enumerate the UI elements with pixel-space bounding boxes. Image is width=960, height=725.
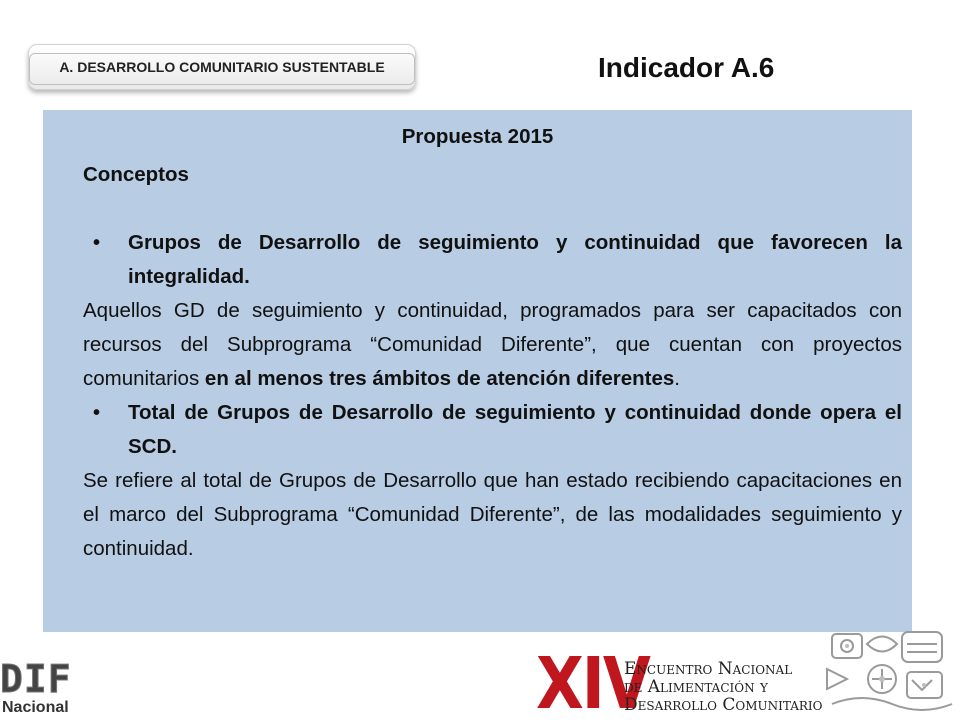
event-name-line-3: Desarrollo Comunitario <box>624 695 823 715</box>
indicator-title: Indicador A.6 <box>598 52 775 83</box>
event-name-line-1: Encuentro Nacional <box>624 659 793 679</box>
dif-logo-subtitle: Nacional <box>2 699 69 716</box>
event-name <box>624 660 822 714</box>
bullet-1-text: Grupos de Desarrollo de seguimiento y continuidad que favorecen la integralidad. <box>128 231 902 288</box>
proposal-title: Propuesta 2015 <box>401 125 554 148</box>
section-tag-label: A. DESARROLLO COMUNITARIO SUSTENTABLE <box>59 59 385 75</box>
bullet-2-text: Total de Grupos de Desarrollo de seguimiento y continuidad donde opera el SCD. <box>128 401 902 458</box>
concepts-heading: Conceptos <box>83 163 189 186</box>
bullet-item-1 <box>83 226 902 294</box>
paragraph-1-end: . <box>674 367 680 390</box>
bullet-icon: • <box>93 402 101 424</box>
content-box <box>43 110 912 632</box>
dif-logo: DIF <box>0 657 72 701</box>
section-tag <box>28 44 416 90</box>
paragraph-1-start: Aquellos GD de seguimiento y continuidad, programados para ser capacitados con recursos del Subprograma “Comunidad Diferente”, que cuentan con proyectos comunitarios <box>83 299 902 390</box>
bullet-icon: • <box>93 232 101 254</box>
event-name-line-2: de Alimentación y <box>624 677 768 697</box>
prehispanic-glyph-icon <box>812 624 960 720</box>
paragraph-1 <box>83 294 902 396</box>
event-number: XIV <box>536 641 649 725</box>
bullet-item-2 <box>83 396 902 464</box>
paragraph-2: Se refiere al total de Grupos de Desarrollo que han estado recibiendo capacitaciones en el marco del Subprograma “Comunidad Diferente”, de las modalidades seguimiento y continuidad. <box>83 469 902 560</box>
paragraph-1-bold: en al menos tres ámbitos de atención diferentes <box>204 367 675 390</box>
